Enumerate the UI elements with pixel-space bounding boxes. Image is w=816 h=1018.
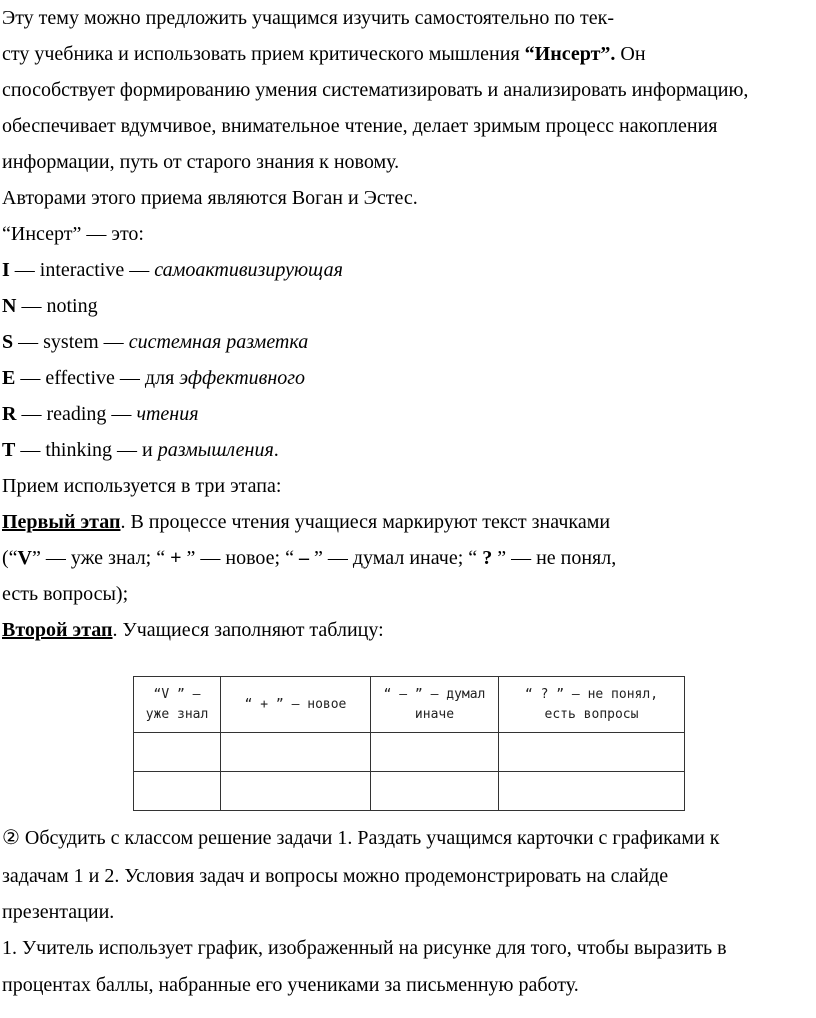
insert-plain: — system —	[13, 331, 129, 353]
first-stage-text: . В процессе чтения учащиеся маркируют текст значками	[120, 511, 611, 533]
task-line-3: презентации.	[2, 901, 115, 923]
authors-line: Авторами этого приема являются Воган и Эстес.	[2, 187, 418, 209]
second-stage-label: Второй этап	[2, 619, 113, 641]
second-stage-line	[2, 618, 384, 642]
first-stage-line	[2, 510, 610, 534]
insert-tail: .	[273, 439, 279, 461]
task-line-5: процентах баллы, набранные его учениками за письменную работу.	[2, 974, 579, 996]
paragraph-line-1: Эту тему можно предложить учащимся изучить самостоятельно по тек-	[2, 7, 615, 29]
insert-plain: — noting	[16, 295, 98, 317]
table-cell	[134, 733, 221, 772]
paragraph-line-5: информации, путь от старого знания к новому.	[2, 151, 400, 173]
insert-italic: системная разметка	[128, 331, 309, 353]
mark-question: ?	[482, 547, 493, 569]
insert-letter: N	[2, 295, 17, 317]
insert-italic: чтения	[136, 403, 199, 425]
marks-line-2: есть вопросы);	[2, 583, 129, 605]
text-span: ” — думал иначе; “	[308, 547, 483, 569]
marks-line	[2, 546, 616, 570]
insert-plain: — effective — для	[15, 367, 180, 389]
text-span: сту учебника и использовать прием критического мышления	[2, 43, 525, 65]
insert-plain: — reading —	[16, 403, 137, 425]
mark-plus: +	[170, 547, 182, 569]
insert-letter: T	[2, 439, 16, 461]
table-cell	[134, 772, 221, 811]
header-text: “ – ” — думал	[383, 686, 486, 702]
header-text: есть вопросы	[544, 706, 639, 722]
table-row	[134, 733, 685, 772]
insert-italic: размышления	[157, 439, 274, 461]
header-text: “ + ” — новое	[244, 696, 347, 712]
insert-italic: эффективного	[179, 367, 306, 389]
first-stage-label: Первый этап	[2, 511, 121, 533]
text-span: Он	[615, 43, 646, 65]
insert-italic: самоактивизирующая	[154, 259, 343, 281]
table-row	[134, 772, 685, 811]
task-line-2: задачам 1 и 2. Условия задач и вопросы можно продемонстрировать на слайде	[2, 865, 669, 887]
header-cell-questions	[499, 677, 685, 733]
insert-intro: “Инсерт” — это:	[2, 223, 144, 245]
insert-letter: R	[2, 403, 17, 425]
text-span: (“	[2, 547, 18, 569]
header-text: уже знал	[145, 706, 209, 722]
stages-intro: Прием используется в три этапа:	[2, 475, 282, 497]
header-cell-different	[371, 677, 499, 733]
header-cell-new	[221, 677, 371, 733]
insert-letter: I	[2, 259, 10, 281]
table-cell	[221, 772, 371, 811]
paragraph-line-2	[2, 42, 646, 66]
text-span: ” — уже знал; “	[32, 547, 171, 569]
table-cell	[499, 772, 685, 811]
insert-item-r	[2, 402, 199, 426]
table-header-row	[134, 677, 685, 733]
insert-letter: E	[2, 367, 16, 389]
table-cell	[371, 733, 499, 772]
insert-item-t	[2, 438, 279, 462]
header-text: иначе	[414, 706, 455, 722]
header-text: “ ? ” — не понял,	[524, 686, 659, 702]
insert-item-n	[2, 294, 98, 318]
insert-letter: S	[2, 331, 14, 353]
header-text: “V ” —	[153, 686, 201, 702]
paragraph-line-4: обеспечивает вдумчивое, внимательное чтение, делает зримым процесс накопления	[2, 115, 718, 137]
task-line-1: ② Обсудить с классом решение задачи 1. Раздать учащимся карточки с графиками к	[2, 827, 720, 849]
second-stage-text: . Учащиеся заполняют таблицу:	[112, 619, 384, 641]
text-span: ” — не понял,	[492, 547, 617, 569]
table-cell	[499, 733, 685, 772]
mark-v: V	[17, 547, 32, 569]
insert-term: “Инсерт”.	[524, 43, 616, 65]
insert-item-e	[2, 366, 305, 390]
mark-minus: –	[298, 547, 309, 569]
text-span: ” — новое; “	[181, 547, 299, 569]
task-line-4: 1. Учитель использует график, изображенный на рисунке для того, чтобы выразить в	[2, 937, 727, 959]
paragraph-line-3: способствует формированию умения систематизировать и анализировать информацию,	[2, 79, 749, 101]
insert-item-s	[2, 330, 308, 354]
table-cell	[221, 733, 371, 772]
insert-plain: — thinking — и	[15, 439, 158, 461]
insert-table	[133, 676, 685, 811]
insert-item-i	[2, 258, 343, 282]
insert-table-wrap	[133, 676, 684, 809]
insert-plain: — interactive —	[9, 259, 155, 281]
table-cell	[371, 772, 499, 811]
header-cell-known	[134, 677, 221, 733]
